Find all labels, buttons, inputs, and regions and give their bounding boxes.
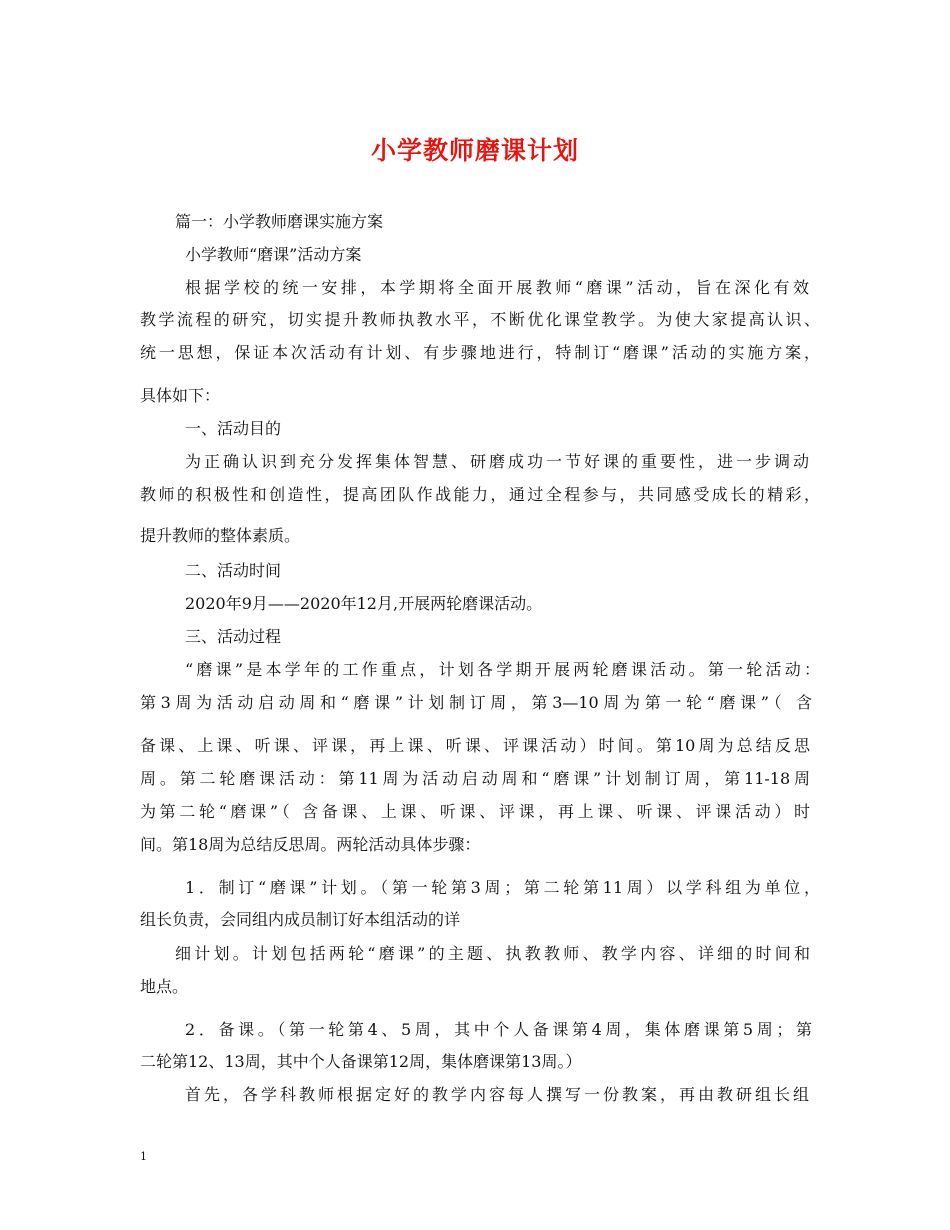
text-line: 组长负责，会同组内成员制订好本组活动的详 xyxy=(140,910,461,929)
text-line: 具体如下： xyxy=(140,386,221,405)
section-heading: 三、活动过程 xyxy=(185,627,282,646)
text-line: 篇一：小学教师磨课实施方案 xyxy=(175,212,384,231)
text-line: 1．制订“磨课”计划。（第一轮第3周；第二轮第11周）以学科组为单位， xyxy=(185,878,820,897)
text-line: 第3周为活动启动周和“磨课”计划制订周，第3—10周为第一轮“磨课”（ 含 xyxy=(140,693,812,712)
text-line: 间。第18周为总结反思周。两轮活动具体步骤： xyxy=(140,835,481,854)
text-line: 教学流程的研究，切实提升教师执教水平，不断优化课堂教学。为使大家提高认识、 xyxy=(140,310,820,329)
text-line: 二轮第12、13周，其中个人备课第12周，集体磨课第13周。） xyxy=(140,1052,582,1071)
section-heading: 一、活动目的 xyxy=(185,419,282,438)
page-number: 1 xyxy=(140,1150,147,1163)
text-line: 小学教师“磨课”活动方案 xyxy=(185,245,362,264)
section-heading: 二、活动时间 xyxy=(185,561,282,580)
text-line: 2020年9月——2020年12月,开展两轮磨课活动。 xyxy=(185,594,543,613)
document-title: 小学教师磨课计划 xyxy=(370,136,579,165)
text-line: 教师的积极性和创造性，提高团队作战能力，通过全程参与，共同感受成长的精彩， xyxy=(140,485,820,504)
text-line: “磨课”是本学年的工作重点，计划各学期开展两轮磨课活动。第一轮活动： xyxy=(185,660,820,679)
text-line: 2．备课。（第一轮第4、5周，其中个人备课第4周，集体磨课第5周；第 xyxy=(185,1020,812,1039)
text-line: 备课、上课、听课、评课，再上课、听课、评课活动）时间。第10周为总结反思 xyxy=(140,736,810,755)
text-line: 细计划。计划包括两轮“磨课”的主题、执教教师、教学内容、详细的时间和 xyxy=(175,944,810,963)
text-line: 地点。 xyxy=(140,977,189,996)
text-line: 为正确认识到充分发挥集体智慧、研磨成功一节好课的重要性，进一步调动 xyxy=(185,452,809,471)
text-line: 为第二轮“磨课”（ 含备课、上课、听课、评课，再上课、听课、评课活动）时 xyxy=(140,802,810,821)
text-line: 首先，各学科教师根据定好的教学内容每人撰写一份教案，再由教研组长组 xyxy=(185,1085,809,1104)
text-line: 根据学校的统一安排，本学期将全面开展教师“磨课”活动，旨在深化有效 xyxy=(185,278,809,297)
text-line: 统一思想，保证本次活动有计划、有步骤地进行，特制订“磨课”活动的实施方案， xyxy=(140,343,820,362)
text-line: 提升教师的整体素质。 xyxy=(140,526,301,545)
text-line: 周。第二轮磨课活动：第11周为活动启动周和“磨课”计划制订周，第11-18周 xyxy=(140,769,810,788)
